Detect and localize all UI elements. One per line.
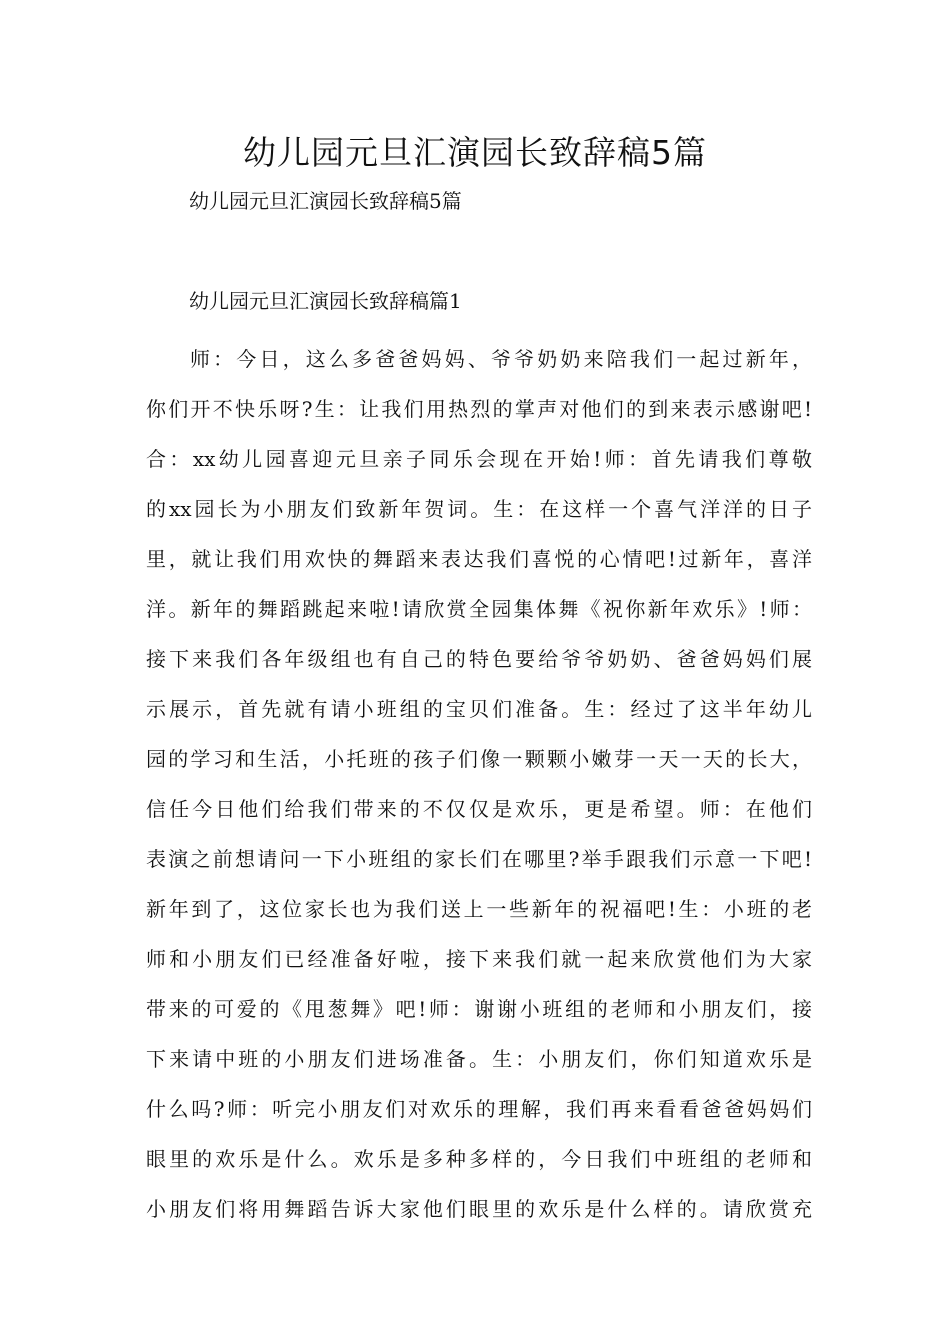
body-paragraph bbox=[146, 334, 812, 1234]
body-line: 你们开不快乐呀?生：让我们用热烈的掌声对他们的到来表示感谢吧! bbox=[146, 397, 812, 421]
body-line: 眼里的欢乐是什么。欢乐是多种多样的，今日我们中班组的老师和 bbox=[146, 1147, 812, 1171]
body-line: 什么吗?师：听完小朋友们对欢乐的理解，我们再来看看爸爸妈妈们 bbox=[146, 1097, 812, 1121]
document-title: 幼儿园元旦汇演园长致辞稿5篇 bbox=[243, 133, 707, 172]
body-line: 带来的可爱的《甩葱舞》吧!师：谢谢小班组的老师和小朋友们，接 bbox=[146, 997, 812, 1021]
section-heading: 幼儿园元旦汇演园长致辞稿篇1 bbox=[189, 289, 462, 313]
body-line: 园的学习和生活，小托班的孩子们像一颗颗小嫩芽一天一天的长大， bbox=[146, 747, 812, 771]
body-line: 师：今日，这么多爸爸妈妈、爷爷奶奶来陪我们一起过新年， bbox=[190, 347, 812, 371]
document-subtitle: 幼儿园元旦汇演园长致辞稿5篇 bbox=[189, 189, 462, 213]
body-line: 合：xx幼儿园喜迎元旦亲子同乐会现在开始!师：首先请我们尊敬 bbox=[146, 447, 812, 471]
body-line: 里，就让我们用欢快的舞蹈来表达我们喜悦的心情吧!过新年，喜洋 bbox=[146, 547, 812, 571]
body-line: 下来请中班的小朋友们进场准备。生：小朋友们，你们知道欢乐是 bbox=[146, 1047, 812, 1071]
body-line: 示展示，首先就有请小班组的宝贝们准备。生：经过了这半年幼儿 bbox=[146, 697, 812, 721]
body-line: 洋。新年的舞蹈跳起来啦!请欣赏全园集体舞《祝你新年欢乐》!师： bbox=[146, 597, 812, 621]
body-line: 小朋友们将用舞蹈告诉大家他们眼里的欢乐是什么样的。请欣赏充 bbox=[146, 1197, 812, 1221]
body-line: 接下来我们各年级组也有自己的特色要给爷爷奶奶、爸爸妈妈们展 bbox=[146, 647, 812, 671]
body-line: 表演之前想请问一下小班组的家长们在哪里?举手跟我们示意一下吧! bbox=[146, 847, 812, 871]
body-line: 新年到了，这位家长也为我们送上一些新年的祝福吧!生：小班的老 bbox=[146, 897, 812, 921]
body-line: 师和小朋友们已经准备好啦，接下来我们就一起来欣赏他们为大家 bbox=[146, 947, 812, 971]
body-line: 的xx园长为小朋友们致新年贺词。生：在这样一个喜气洋洋的日子 bbox=[146, 497, 812, 521]
body-line: 信任今日他们给我们带来的不仅仅是欢乐，更是希望。师：在他们 bbox=[146, 797, 812, 821]
